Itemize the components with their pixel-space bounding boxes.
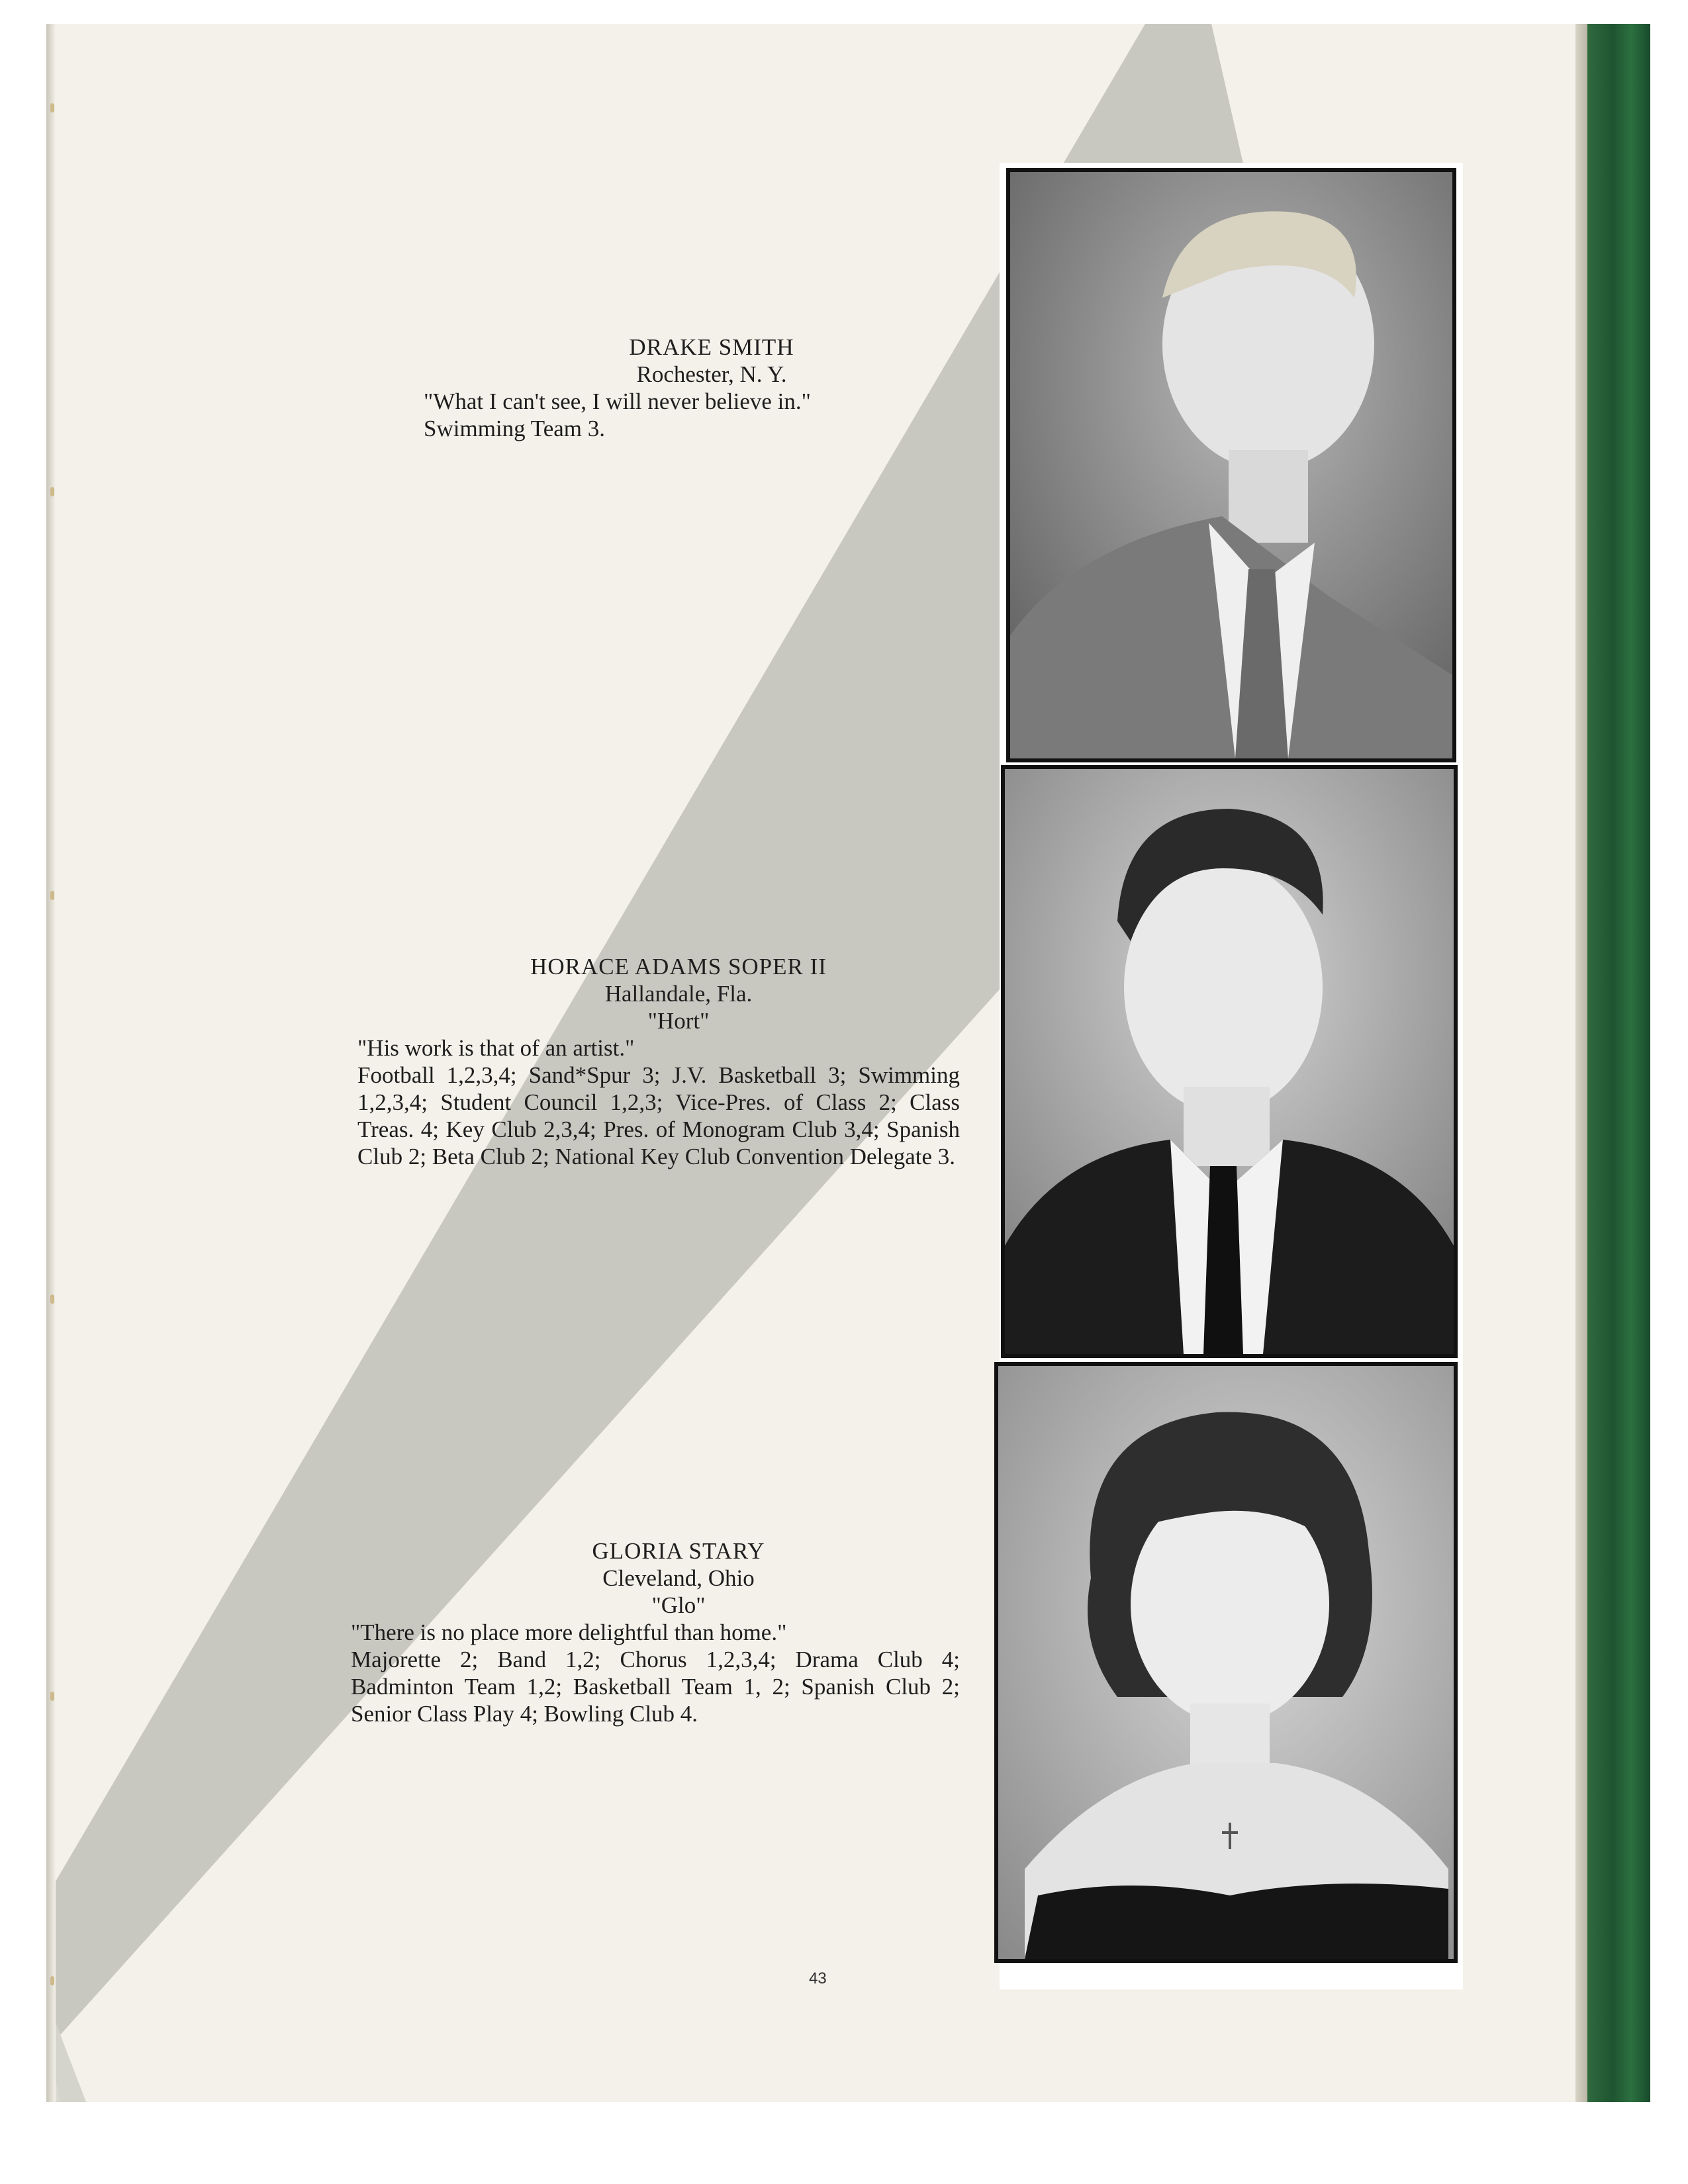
page-number: 43	[809, 1970, 827, 1987]
student-hometown: Rochester, N. Y.	[636, 361, 787, 387]
portrait-photo-gloria-stary	[994, 1362, 1458, 1963]
student-nickname: "Glo"	[651, 1592, 706, 1618]
student-quote: "His work is that of an artist."	[357, 1035, 635, 1061]
student-name: GLORIA STARY	[592, 1538, 765, 1564]
student-activities: Football 1,2,3,4; Sand*Spur 3; J.V. Basketball 3; Swimming 1,2,3,4; Student Council 1,2,3; Vice-Pres. of Class 2; Class Treas. 4; Key Club 2,3,4; Pres. of Monogram Club 3,4; Spanish Club 2; Beta Club 2; National Key Club Convention Delegate 3.	[357, 1062, 960, 1169]
student-entry	[357, 953, 960, 1170]
student-hometown: Cleveland, Ohio	[602, 1565, 755, 1591]
yearbook-page	[46, 24, 1635, 2102]
student-entry	[424, 334, 1000, 442]
binding-stitch	[50, 487, 54, 496]
student-name: HORACE ADAMS SOPER II	[530, 954, 827, 979]
portrait-photo-horace-soper	[1001, 765, 1458, 1358]
student-hometown: Hallandale, Fla.	[604, 981, 753, 1007]
student-name: DRAKE SMITH	[629, 334, 794, 360]
binding-stitch	[50, 1976, 54, 1985]
binding-stitch	[50, 891, 54, 900]
student-entry	[351, 1537, 960, 1727]
binding-stitch	[50, 103, 54, 113]
student-activities: Swimming Team 3.	[424, 416, 605, 441]
page-edge	[1575, 24, 1587, 2102]
student-quote: "What I can't see, I will never believe in."	[424, 388, 811, 414]
student-nickname: "Hort"	[647, 1008, 710, 1034]
student-activities: Majorette 2; Band 1,2; Chorus 1,2,3,4; Drama Club 4; Badminton Team 1,2; Basketball Team 1, 2; Spanish Club 2; Senior Class Play 4; Bowling Club 4.	[351, 1647, 960, 1727]
book-binding-cover	[1587, 24, 1650, 2102]
student-quote: "There is no place more delightful than home."	[351, 1619, 787, 1645]
binding-stitch	[50, 1295, 54, 1304]
page-gutter	[46, 24, 56, 2102]
binding-stitch	[50, 1692, 54, 1701]
portrait-photo-drake-smith	[1006, 168, 1456, 762]
